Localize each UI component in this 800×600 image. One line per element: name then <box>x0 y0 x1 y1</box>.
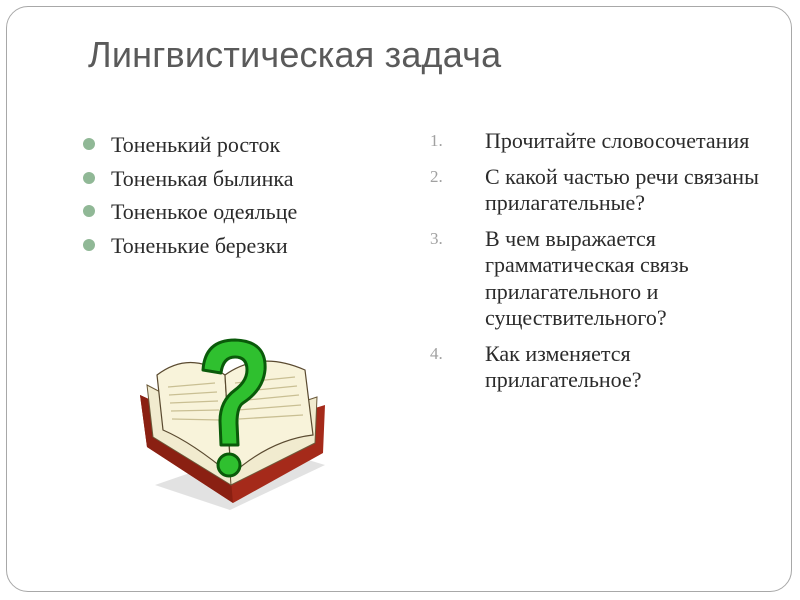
bullet-dot-icon <box>83 138 95 150</box>
question-text: В чем выражается грамматическая связь прилагательного и существительного? <box>485 225 689 330</box>
question-number: 1. <box>430 131 443 150</box>
question-number: 4. <box>430 343 443 363</box>
bullet-item <box>82 195 297 229</box>
question-item <box>430 226 760 332</box>
open-book-question-icon <box>135 335 330 510</box>
question-number: 2. <box>430 166 443 186</box>
bullet-item <box>82 128 297 162</box>
question-item <box>430 341 760 394</box>
bullet-text: Тоненькая былинка <box>111 165 294 191</box>
bullet-item <box>82 162 297 196</box>
bullet-list <box>82 128 297 262</box>
question-text: С какой частью речи связаны прилагательные? <box>485 163 759 215</box>
question-item <box>430 128 760 155</box>
question-number: 3. <box>430 228 443 248</box>
bullet-text: Тоненькие березки <box>111 232 288 258</box>
bullet-item <box>82 229 297 263</box>
question-text: Прочитайте словосочетания <box>485 128 750 153</box>
slide-title: Лингвистическая задача <box>88 34 502 75</box>
question-text: Как изменяется прилагательное? <box>485 340 642 392</box>
bullet-dot-icon <box>83 172 95 184</box>
question-item <box>430 164 760 217</box>
bullet-dot-icon <box>83 205 95 217</box>
question-list <box>430 128 760 403</box>
bullet-text: Тоненький росток <box>111 132 281 157</box>
bullet-text: Тоненькое одеяльце <box>111 199 298 224</box>
bullet-dot-icon <box>83 239 95 251</box>
